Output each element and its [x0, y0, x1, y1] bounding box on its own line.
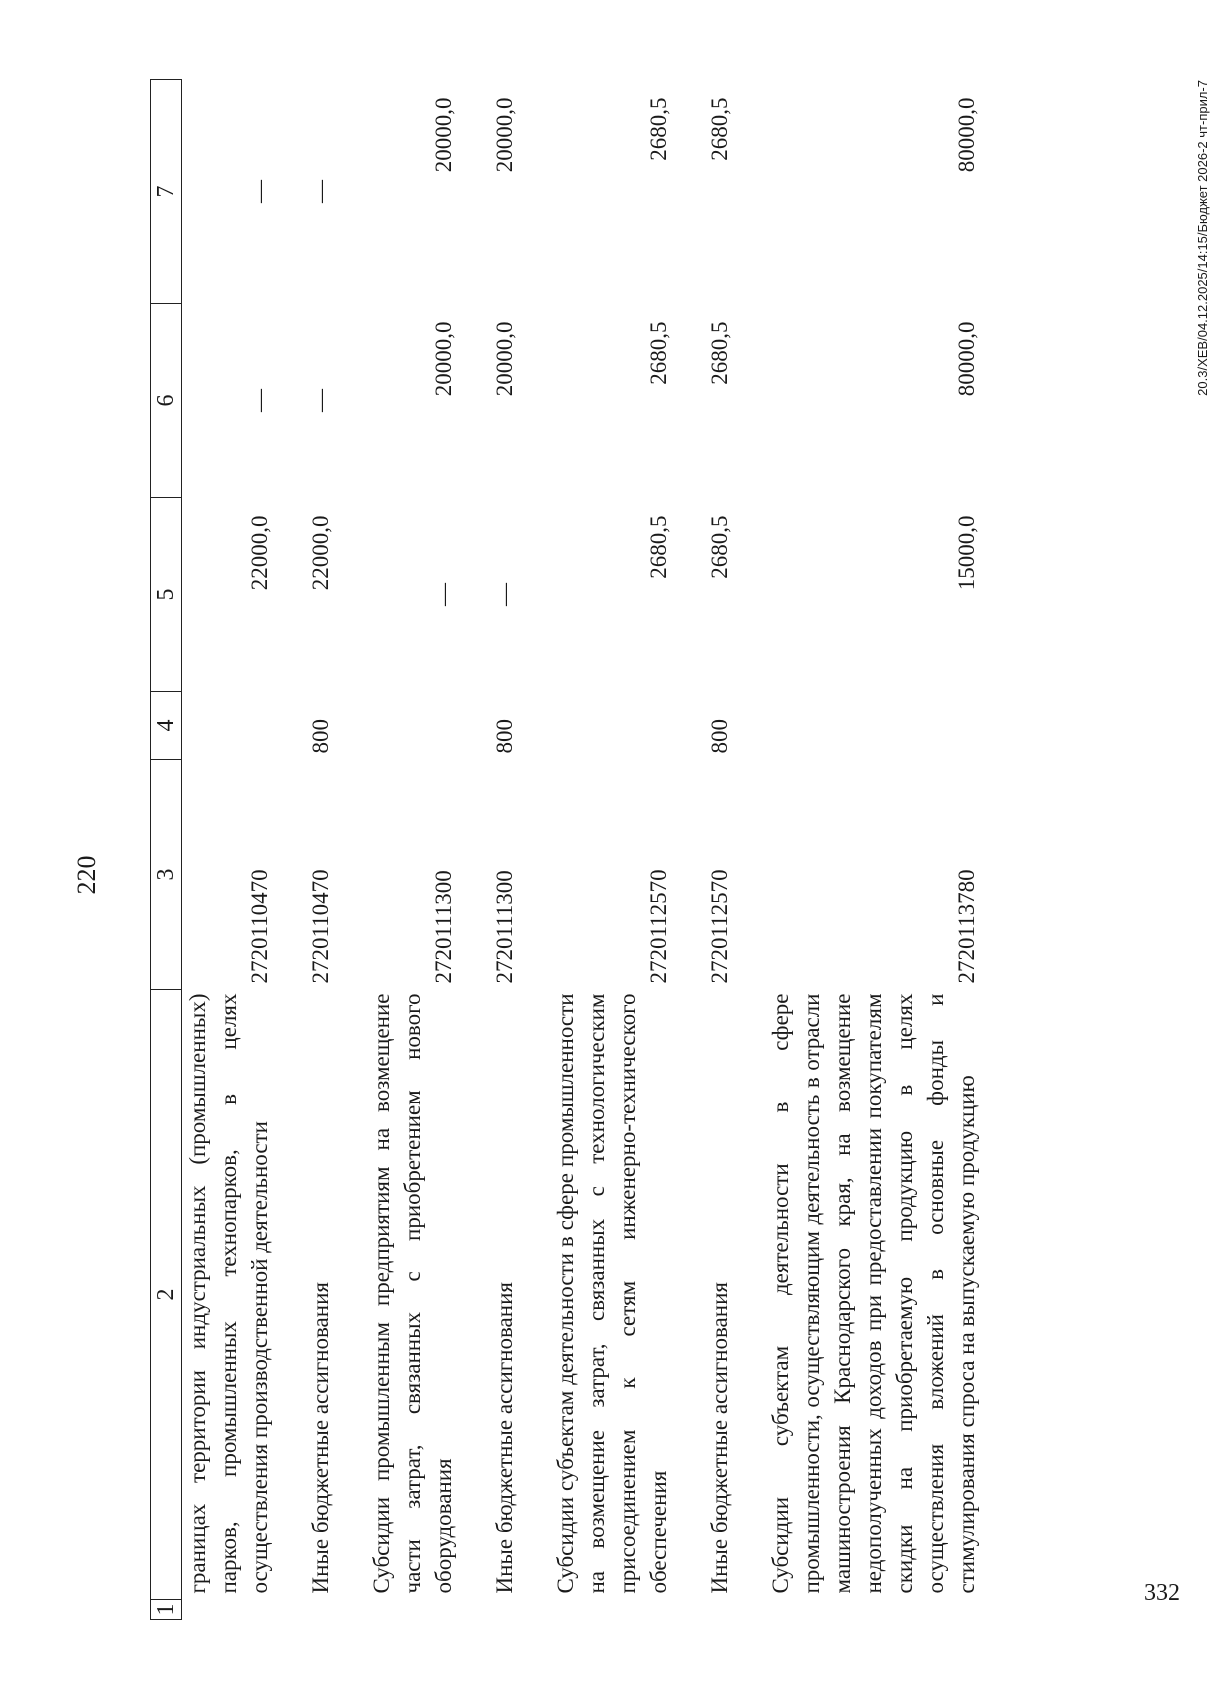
row-value-6: —	[247, 389, 272, 412]
row-group	[366, 692, 459, 760]
row-name: Субсидии субъектам деятельности в сфере промышленности, осуществляющим деятельность в отрасли машиностроения Краснодарского края, на возмещение недополученных доходов при предоставлении покупателям скидки на приобретаемую продукцию в целях осуществления вложений в основные фонды и стимулирования спроса на выпускаемую продукцию	[768, 993, 979, 1594]
budget-table	[150, 80, 982, 1620]
row-gap	[336, 80, 366, 1620]
row-code: 2720113780	[954, 869, 979, 984]
row-value-5: —	[492, 583, 517, 606]
header-col-4: 4	[151, 692, 182, 760]
row-value-7: —	[247, 180, 272, 203]
row-code: 2720110470	[308, 869, 333, 984]
row-name: Субсидии промышленным предприятиям на возмещение части затрат, связанных с приобретением нового оборудования	[369, 993, 456, 1594]
row-value-7: —	[308, 180, 333, 203]
table-row	[305, 80, 336, 1620]
row-code: 2720112570	[707, 869, 732, 984]
row-name: Иные бюджетные ассигнования	[492, 1282, 517, 1594]
row-name: границах территории индустриальных (промышленных) парков, промышленных технопарков, в целях осуществления производственной деятельности	[185, 993, 272, 1594]
row-name: Иные бюджетные ассигнования	[308, 1282, 333, 1594]
row-value-5: 22000,0	[247, 515, 272, 591]
row-value-6: 20000,0	[431, 321, 456, 397]
empty-cell	[366, 1600, 459, 1620]
page-number: 220	[72, 855, 101, 895]
sheet-number: 332	[1144, 1580, 1180, 1606]
row-value-7: 80000,0	[954, 97, 979, 173]
row-value-5: 15000,0	[954, 515, 979, 591]
row-gap	[275, 80, 305, 1620]
header-col-2: 2	[151, 990, 182, 1600]
row-gap	[520, 80, 550, 1620]
row-code: 2720110470	[247, 869, 272, 984]
row-value-5: 2680,5	[646, 515, 671, 579]
row-value-7: 20000,0	[431, 97, 456, 173]
row-value-5: 22000,0	[308, 515, 333, 591]
row-code: 2720112570	[646, 869, 671, 984]
empty-cell	[765, 1600, 982, 1620]
empty-cell	[489, 1600, 520, 1620]
header-col-3: 3	[151, 760, 182, 990]
row-group	[182, 692, 276, 760]
table-header-row	[151, 80, 182, 1620]
row-group	[550, 692, 674, 760]
row-value-6: 20000,0	[492, 321, 517, 397]
row-group: 800	[707, 719, 732, 754]
header-col-6: 6	[151, 304, 182, 498]
empty-cell	[305, 1600, 336, 1620]
table-row	[765, 80, 982, 1620]
table-row	[550, 80, 674, 1620]
footer-code: 20.3/XEB/04.12.2025/14:15/Бюджет 2026-2 чт-прил-7	[1195, 80, 1210, 396]
row-value-6: 80000,0	[954, 321, 979, 397]
table-row	[704, 80, 735, 1620]
row-name: Субсидии субъектам деятельности в сфере промышленности на возмещение затрат, связанных с технологическим присоединением к сетям инженерно-технического обеспечения	[553, 993, 671, 1594]
row-value-5: —	[431, 583, 456, 606]
row-value-6: 2680,5	[646, 321, 671, 385]
row-gap	[674, 80, 704, 1620]
row-group: 800	[308, 719, 333, 754]
table-row	[366, 80, 459, 1620]
row-code: 2720111300	[492, 870, 517, 984]
row-value-6: 2680,5	[707, 321, 732, 385]
empty-cell	[704, 1600, 735, 1620]
row-gap	[735, 80, 765, 1620]
row-gap	[459, 80, 489, 1620]
empty-cell	[550, 1600, 674, 1620]
row-value-7: 20000,0	[492, 97, 517, 173]
row-value-6: —	[308, 389, 333, 412]
table-row	[182, 80, 276, 1620]
row-group	[765, 692, 982, 760]
row-value-7: 2680,5	[646, 97, 671, 161]
row-value-5: 2680,5	[707, 515, 732, 579]
header-col-5: 5	[151, 498, 182, 692]
header-col-7: 7	[151, 80, 182, 304]
row-code: 2720111300	[431, 870, 456, 984]
row-group: 800	[492, 719, 517, 754]
row-value-7: 2680,5	[707, 97, 732, 161]
header-col-1: 1	[151, 1600, 182, 1620]
table-row	[489, 80, 520, 1620]
empty-cell	[182, 1600, 276, 1620]
row-name: Иные бюджетные ассигнования	[707, 1282, 732, 1594]
